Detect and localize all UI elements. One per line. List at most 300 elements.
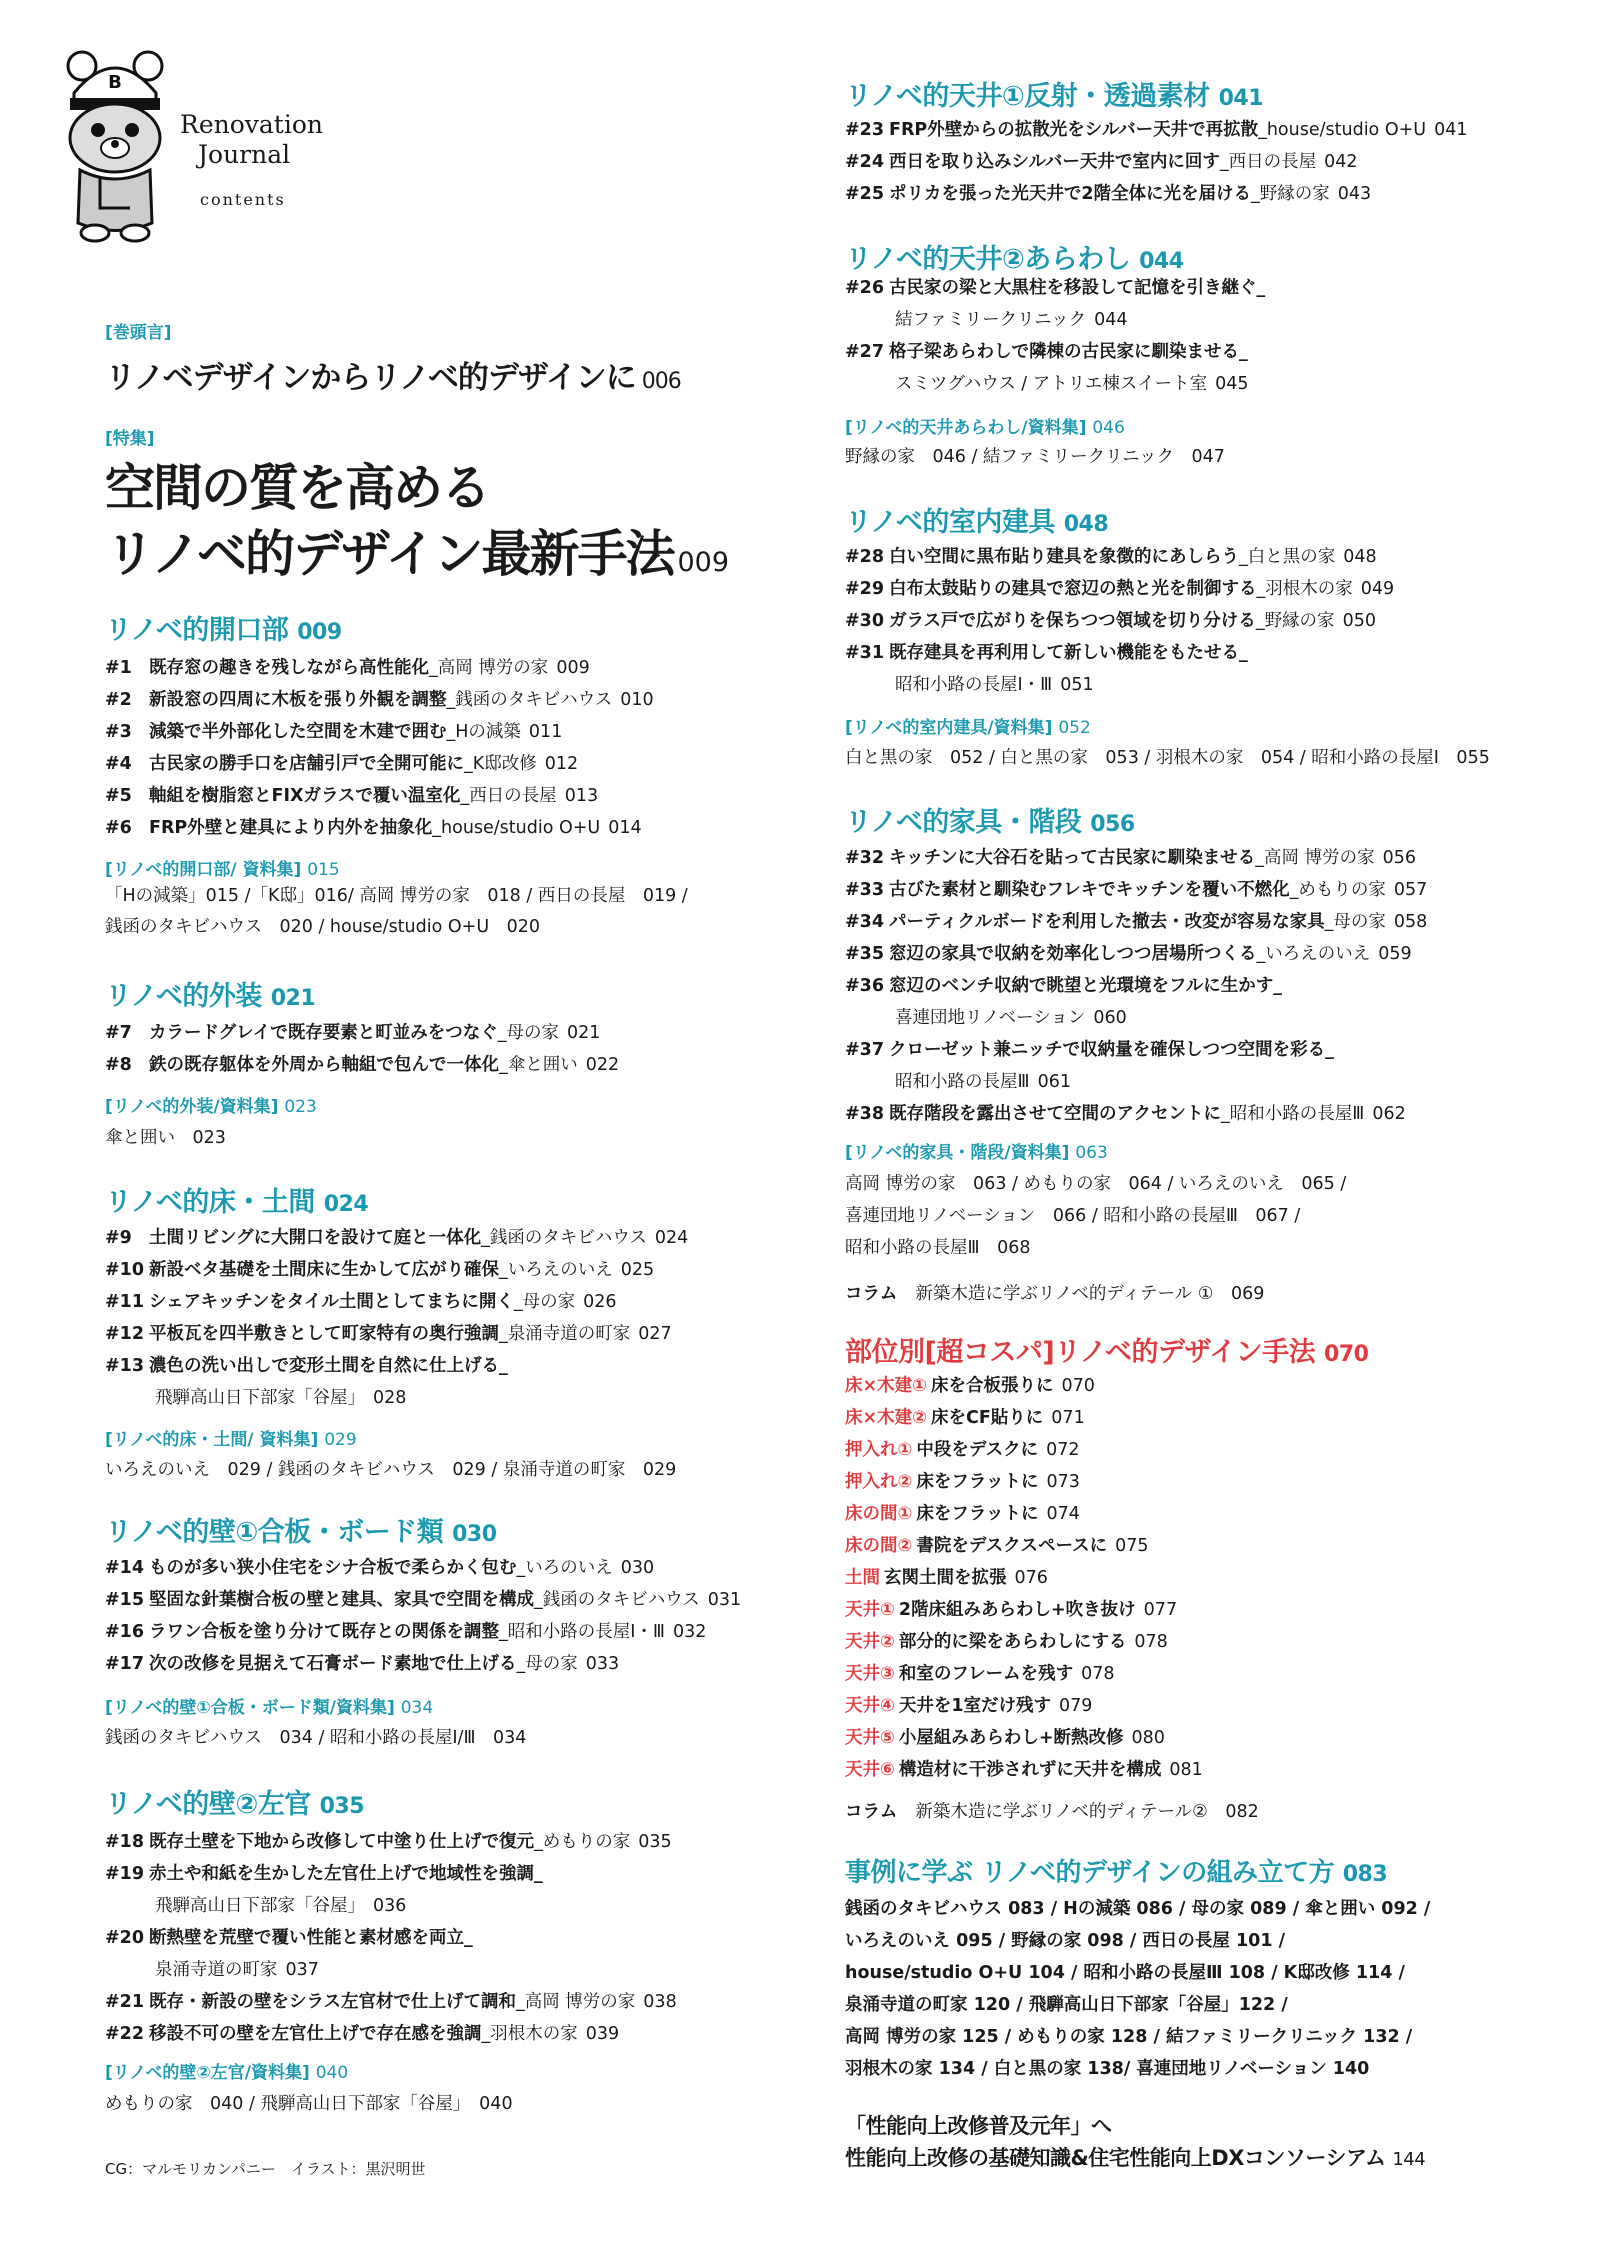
toc-entry[interactable] bbox=[845, 1034, 1565, 1066]
logo-brand-line2: Journal bbox=[198, 140, 291, 169]
column-page: 069 bbox=[1230, 1284, 1265, 1304]
entry-project: _母の家 bbox=[516, 1654, 578, 1674]
entry-project: 泉涌寺道の町家 bbox=[155, 1960, 278, 1980]
entry-title: 減築で半外部化した空間を木建で囲む bbox=[149, 722, 447, 742]
entry-number: #7 bbox=[105, 1023, 132, 1043]
entry-title: カラードグレイで既存要素と町並みをつなぐ bbox=[149, 1023, 498, 1043]
entry-project: _羽根木の家 bbox=[481, 2024, 578, 2044]
entry-number: #27 bbox=[845, 342, 885, 362]
cost-tag: 押入れ② bbox=[845, 1472, 913, 1492]
item-list bbox=[105, 652, 825, 844]
final-article[interactable] bbox=[845, 2110, 1425, 2176]
cost-entry[interactable] bbox=[845, 1722, 1565, 1754]
toc-entry[interactable] bbox=[105, 1648, 825, 1680]
entry-project: _めもりの家 bbox=[534, 1832, 631, 1852]
entry-title: 既存窓の趣きを残しながら高性能化 bbox=[149, 658, 429, 678]
section-title-text: 事例に学ぶ リノベ的デザインの組み立て方 bbox=[845, 1858, 1335, 1888]
toc-entry[interactable] bbox=[845, 541, 1565, 573]
entry-page: 009 bbox=[556, 658, 590, 678]
toc-entry[interactable] bbox=[845, 938, 1565, 970]
section-title-cost[interactable] bbox=[845, 1330, 1368, 1369]
entry-page: 011 bbox=[528, 722, 563, 742]
entry-title: 次の改修を見据えて石膏ボード素地で仕上げる bbox=[149, 1654, 517, 1674]
materials-title-text: [リノベ的壁②左官/資料集] bbox=[105, 2063, 310, 2083]
entry-project: _羽根木の家 bbox=[1256, 579, 1353, 599]
section-title-cases[interactable] bbox=[845, 1852, 1387, 1889]
section-title-text: リノベ的開口部 bbox=[105, 615, 289, 646]
cost-title: 床をフラットに bbox=[916, 1504, 1039, 1524]
cost-tag: 天井⑥ bbox=[845, 1760, 895, 1780]
section-title-ceiling-reflect[interactable] bbox=[845, 74, 1263, 113]
materials-title[interactable] bbox=[105, 2058, 348, 2083]
entry-number: #3 bbox=[105, 722, 132, 742]
section-page: 044 bbox=[1139, 249, 1184, 274]
cost-tag: 天井① bbox=[845, 1600, 895, 1620]
entry-project: _昭和小路の長屋Ⅲ bbox=[1220, 1104, 1365, 1124]
entry-number: #14 bbox=[105, 1558, 145, 1578]
entry-project: _傘と囲い bbox=[499, 1055, 578, 1075]
cost-page: 078 bbox=[1134, 1632, 1168, 1652]
cost-page: 076 bbox=[1014, 1568, 1048, 1588]
column-page: 082 bbox=[1225, 1802, 1259, 1822]
entry-number: #33 bbox=[845, 880, 885, 900]
materials-title[interactable] bbox=[105, 1425, 357, 1450]
toc-entry[interactable] bbox=[105, 1986, 825, 2018]
entry-page: 025 bbox=[620, 1260, 655, 1280]
toc-entry[interactable] bbox=[845, 336, 1565, 368]
materials-line: 白と黒の家 052 / 白と黒の家 053 / 羽根木の家 054 / 昭和小路の長屋Ⅰ 055 bbox=[845, 748, 1490, 768]
materials-line: 喜連団地リノベーション 066 / 昭和小路の長屋Ⅲ 067 / bbox=[845, 1206, 1301, 1226]
case-line: いろえのいえ 095 / 野縁の家 098 / 西日の長屋 101 / bbox=[845, 1931, 1286, 1951]
toc-entry[interactable] bbox=[845, 114, 1565, 146]
toc-entry[interactable] bbox=[105, 748, 825, 780]
section-title-text: 部位別[超コスパ]リノベ的デザイン手法 bbox=[845, 1337, 1316, 1368]
section-page: 009 bbox=[297, 620, 342, 645]
special-title-line1: 空間の質を高める bbox=[105, 459, 489, 517]
entry-number: #10 bbox=[105, 1260, 145, 1280]
entry-number: #16 bbox=[105, 1622, 145, 1642]
entry-number: #25 bbox=[845, 184, 885, 204]
entry-title: 窓辺のベンチ収納で眺望と光環境をフルに生かす_ bbox=[889, 976, 1283, 996]
cost-page: 081 bbox=[1169, 1760, 1203, 1780]
column-label: コラム bbox=[845, 1284, 898, 1304]
materials-title-text: [リノベ的床・土間/ 資料集] bbox=[105, 1430, 319, 1450]
lead-tag: [巻頭言] bbox=[105, 323, 172, 343]
toc-entry[interactable] bbox=[845, 842, 1565, 874]
entry-number: #9 bbox=[105, 1228, 132, 1248]
final-line2: 性能向上改修の基礎知識&住宅性能向上DXコンソーシアム bbox=[845, 2146, 1386, 2170]
toc-entry[interactable] bbox=[845, 304, 1565, 336]
entry-number: #17 bbox=[105, 1654, 145, 1674]
bear-mascot-icon bbox=[60, 38, 170, 248]
entry-page: 030 bbox=[620, 1558, 655, 1578]
credit-line: CG：マルモリカンパニー イラスト：黒沢明世 bbox=[105, 2160, 426, 2178]
cost-entry[interactable] bbox=[845, 1498, 1565, 1530]
entry-project: _野縁の家 bbox=[1251, 184, 1330, 204]
materials-title-text: [リノベ的外装/資料集] bbox=[105, 1097, 279, 1117]
materials-title[interactable] bbox=[105, 1092, 317, 1117]
toc-entry[interactable] bbox=[105, 652, 825, 684]
section-page: 048 bbox=[1063, 512, 1109, 537]
entry-title: 赤土や和紙を生かした左官仕上げで地域性を強調_ bbox=[149, 1864, 543, 1884]
toc-entry[interactable] bbox=[845, 874, 1565, 906]
materials-title-text: [リノベ的天井あらわし/資料集] bbox=[845, 418, 1087, 438]
entry-page: 022 bbox=[585, 1055, 620, 1075]
item-list bbox=[845, 272, 1565, 400]
entry-number: #5 bbox=[105, 786, 132, 806]
section-title-ceiling-exposed[interactable] bbox=[845, 237, 1184, 276]
entry-page: 014 bbox=[608, 818, 642, 838]
toc-entry[interactable] bbox=[845, 146, 1565, 178]
entry-project: _野縁の家 bbox=[1255, 611, 1335, 631]
toc-entry[interactable] bbox=[105, 1017, 825, 1049]
special-page: 009 bbox=[677, 547, 730, 578]
section-title-text: リノベ的室内建具 bbox=[845, 507, 1055, 538]
entry-project: _高岡 博労の家 bbox=[515, 1992, 636, 2012]
case-line: 泉涌寺道の町家 120 / 飛騨高山日下部家「谷屋」122 / bbox=[845, 1995, 1288, 2015]
cost-tag: 床の間② bbox=[845, 1536, 913, 1556]
toc-entry[interactable] bbox=[845, 573, 1565, 605]
materials-line: めもりの家 040 / 飛騨高山日下部家「谷屋」 040 bbox=[105, 2094, 513, 2114]
toc-entry[interactable] bbox=[105, 1922, 825, 1954]
case-line: 羽根木の家 134 / 白と黒の家 138/ 喜連団地リノベーション 140 bbox=[845, 2059, 1370, 2079]
entry-page: 056 bbox=[1382, 848, 1416, 868]
materials-title[interactable] bbox=[845, 1138, 1108, 1163]
toc-entry[interactable] bbox=[105, 1616, 825, 1648]
materials-page: 023 bbox=[284, 1097, 317, 1117]
toc-entry[interactable] bbox=[105, 2018, 825, 2050]
entry-number: #11 bbox=[105, 1292, 145, 1312]
entry-project: 飛騨高山日下部家「谷屋」 bbox=[155, 1896, 365, 1916]
materials-line: 昭和小路の長屋Ⅲ 068 bbox=[845, 1238, 1031, 1258]
entry-project: _泉涌寺道の町家 bbox=[499, 1324, 631, 1344]
materials-title-text: [リノベ的壁①合板・ボード類/資料集] bbox=[105, 1698, 395, 1718]
column-2[interactable] bbox=[845, 1798, 1259, 1823]
entry-number: #4 bbox=[105, 754, 132, 774]
entry-project: 喜連団地リノベーション bbox=[895, 1008, 1086, 1028]
entry-page: 024 bbox=[654, 1228, 689, 1248]
toc-entry[interactable] bbox=[105, 780, 825, 812]
case-line: 銭函のタキビハウス 083 / Hの減築 086 / 母の家 089 / 傘と囲い 092 / bbox=[845, 1899, 1431, 1919]
entry-project: _母の家 bbox=[497, 1023, 560, 1043]
entry-number: #26 bbox=[845, 278, 885, 298]
toc-entry[interactable] bbox=[845, 272, 1565, 304]
section-title-fittings[interactable] bbox=[845, 500, 1108, 539]
special-tag: [特集] bbox=[105, 429, 155, 449]
entry-number: #30 bbox=[845, 611, 885, 631]
materials-line: いろえのいえ 029 / 銭函のタキビハウス 029 / 泉涌寺道の町家 029 bbox=[105, 1460, 677, 1480]
entry-title: ポリカを張った光天井で2階全体に光を届ける bbox=[889, 184, 1252, 204]
materials-page: 046 bbox=[1092, 418, 1125, 438]
section-title-text: リノベ的外装 bbox=[105, 981, 262, 1012]
entry-number: #28 bbox=[845, 547, 885, 567]
toc-entry[interactable] bbox=[845, 605, 1565, 637]
cost-title: 中段をデスクに bbox=[916, 1440, 1039, 1460]
entry-project: _母の家 bbox=[513, 1292, 576, 1312]
entry-title: ものが多い狭小住宅をシナ合板で柔らかく包む bbox=[149, 1558, 517, 1578]
entry-title: 堅固な針葉樹合板の壁と建具、家具で空間を構成 bbox=[149, 1590, 534, 1610]
entry-page: 028 bbox=[373, 1388, 407, 1408]
toc-entry[interactable] bbox=[845, 970, 1565, 1002]
entry-title: クローゼット兼ニッチで収納量を確保しつつ空間を彩る_ bbox=[889, 1040, 1334, 1060]
toc-entry[interactable] bbox=[845, 1066, 1565, 1098]
entry-page: 048 bbox=[1343, 547, 1377, 567]
toc-entry[interactable] bbox=[105, 716, 825, 748]
entry-project: _いろえのいえ bbox=[1256, 944, 1371, 964]
toc-entry[interactable] bbox=[105, 1890, 825, 1922]
toc-entry[interactable] bbox=[105, 1254, 825, 1286]
entry-project: _めもりの家 bbox=[1289, 880, 1386, 900]
toc-entry[interactable] bbox=[105, 684, 825, 716]
entry-number: #21 bbox=[105, 1992, 145, 2012]
column-1[interactable] bbox=[845, 1280, 1264, 1305]
toc-entry[interactable] bbox=[845, 178, 1565, 210]
entry-number: #36 bbox=[845, 976, 885, 996]
entry-title: 格子梁あらわしで隣棟の古民家に馴染ませる_ bbox=[889, 342, 1248, 362]
section-title-text: リノベ的壁①合板・ボード類 bbox=[105, 1517, 444, 1548]
entry-project: 昭和小路の長屋Ⅰ・Ⅲ bbox=[895, 675, 1053, 695]
section-title-text: リノベ的壁②左官 bbox=[105, 1789, 311, 1820]
materials-title[interactable] bbox=[845, 713, 1091, 738]
cost-tag: 天井③ bbox=[845, 1664, 895, 1684]
entry-title: 軸組を樹脂窓とFIXガラスで覆い温室化 bbox=[149, 786, 461, 806]
entry-page: 049 bbox=[1360, 579, 1395, 599]
toc-entry[interactable] bbox=[845, 1098, 1565, 1130]
entry-number: #29 bbox=[845, 579, 885, 599]
cost-entry[interactable] bbox=[845, 1402, 1565, 1434]
toc-entry[interactable] bbox=[105, 1350, 825, 1382]
cost-page: 075 bbox=[1115, 1536, 1149, 1556]
entry-project: _銭函のタキビハウス bbox=[446, 690, 613, 710]
entry-page: 010 bbox=[620, 690, 654, 710]
entry-title: シェアキッチンをタイル土間としてまちに開く bbox=[149, 1292, 514, 1312]
entry-number: #24 bbox=[845, 152, 885, 172]
entry-number: #12 bbox=[105, 1324, 145, 1344]
entry-page: 041 bbox=[1434, 120, 1468, 140]
entry-number: #22 bbox=[105, 2024, 145, 2044]
entry-number: #34 bbox=[845, 912, 885, 932]
section-title-exterior[interactable] bbox=[105, 974, 315, 1013]
toc-entry[interactable] bbox=[845, 906, 1565, 938]
entry-title: 白い空間に黒布貼り建具を象徴的にあしらう bbox=[889, 547, 1239, 567]
cost-page: 079 bbox=[1059, 1696, 1093, 1716]
toc-entry[interactable] bbox=[105, 1954, 825, 1986]
cost-entry[interactable] bbox=[845, 1370, 1565, 1402]
entry-number: #31 bbox=[845, 643, 885, 663]
entry-title: 既存階段を露出させて空間のアクセントに bbox=[889, 1104, 1221, 1124]
section-title-wall-board[interactable] bbox=[105, 1510, 497, 1549]
section-title-opening[interactable] bbox=[105, 608, 342, 647]
section-page: 056 bbox=[1090, 812, 1135, 837]
entry-page: 043 bbox=[1337, 184, 1372, 204]
entry-project: 昭和小路の長屋Ⅲ bbox=[895, 1072, 1030, 1092]
entry-project: _銭函のタキビハウス bbox=[534, 1590, 700, 1610]
cost-entry[interactable] bbox=[845, 1434, 1565, 1466]
cost-entry[interactable] bbox=[845, 1658, 1565, 1690]
entry-title: 既存・新設の壁をシラス左官材で仕上げて調和 bbox=[149, 1992, 516, 2012]
materials-page: 029 bbox=[324, 1430, 357, 1450]
toc-entry[interactable] bbox=[845, 1002, 1565, 1034]
materials-line: 銭函のタキビハウス 020 / house/studio O+U 020 bbox=[105, 917, 541, 937]
section-page: 024 bbox=[323, 1192, 369, 1217]
cost-tag: 天井② bbox=[845, 1632, 895, 1652]
entry-page: 038 bbox=[643, 1992, 677, 2012]
svg-text:B: B bbox=[108, 72, 122, 93]
item-list bbox=[105, 1222, 825, 1414]
materials-line: 「Hの減築」015 /「K邸」016/ 高岡 博労の家 018 / 西日の長屋 019 / bbox=[105, 886, 688, 906]
section-title-wall-plaster[interactable] bbox=[105, 1782, 364, 1821]
entry-page: 061 bbox=[1037, 1072, 1071, 1092]
cost-title: 書院をデスクスペースに bbox=[916, 1536, 1108, 1556]
cost-title: 2階床組みあらわし+吹き抜け bbox=[898, 1600, 1136, 1620]
entry-number: #32 bbox=[845, 848, 885, 868]
toc-entry[interactable] bbox=[845, 368, 1565, 400]
toc-entry[interactable] bbox=[105, 1318, 825, 1350]
entry-project: _K邸改修 bbox=[464, 754, 537, 774]
item-list bbox=[845, 114, 1565, 210]
journal-logo bbox=[60, 38, 323, 248]
toc-entry[interactable] bbox=[105, 1049, 825, 1081]
entry-title: 既存建具を再利用して新しい機能をもたせる_ bbox=[889, 643, 1248, 663]
entry-page: 032 bbox=[672, 1622, 707, 1642]
entry-title: 濃色の洗い出しで変形土間を自然に仕上げる_ bbox=[149, 1356, 508, 1376]
section-page: 021 bbox=[270, 986, 316, 1011]
cost-title: 部分的に梁をあらわしにする bbox=[898, 1632, 1127, 1652]
entry-project: _西日の長屋 bbox=[1219, 152, 1317, 172]
entry-page: 012 bbox=[544, 754, 579, 774]
materials-page: 040 bbox=[315, 2063, 349, 2083]
materials-title-text: [リノベ的家具・階段/資料集] bbox=[845, 1143, 1070, 1163]
materials-title-text: [リノベ的開口部/ 資料集] bbox=[105, 860, 302, 880]
entry-page: 037 bbox=[285, 1960, 319, 1980]
toc-entry[interactable] bbox=[845, 637, 1565, 669]
materials-title[interactable] bbox=[105, 855, 340, 880]
logo-sub: contents bbox=[200, 190, 286, 209]
toc-entry[interactable] bbox=[105, 1858, 825, 1890]
cost-tag: 床×木建① bbox=[845, 1376, 927, 1396]
cost-entry[interactable] bbox=[845, 1754, 1565, 1786]
cost-page: 073 bbox=[1046, 1472, 1080, 1492]
column-text: 新築木造に学ぶリノベ的ディテール ① bbox=[915, 1284, 1214, 1304]
cost-entry[interactable] bbox=[845, 1530, 1565, 1562]
cost-title: 天井を1室だけ残す bbox=[898, 1696, 1052, 1716]
entry-number: #8 bbox=[105, 1055, 132, 1075]
cost-page: 080 bbox=[1131, 1728, 1165, 1748]
cost-title: 床を合板張りに bbox=[930, 1376, 1054, 1396]
toc-entry[interactable] bbox=[845, 669, 1565, 701]
materials-page: 015 bbox=[307, 860, 340, 880]
entry-page: 060 bbox=[1093, 1008, 1127, 1028]
cost-entry[interactable] bbox=[845, 1690, 1565, 1722]
case-line: 高岡 博労の家 125 / めもりの家 128 / 結ファミリークリニック 132 / bbox=[845, 2027, 1413, 2047]
materials-line: 高岡 博労の家 063 / めもりの家 064 / いろえのいえ 065 / bbox=[845, 1174, 1347, 1194]
entry-project: _母の家 bbox=[1324, 912, 1386, 932]
toc-entry[interactable] bbox=[105, 1552, 825, 1584]
cost-title: 床をCF貼りに bbox=[930, 1408, 1044, 1428]
entry-title: 平板瓦を四半敷きとして町家特有の奥行強調 bbox=[149, 1324, 499, 1344]
cost-title: 床をフラットに bbox=[916, 1472, 1039, 1492]
entry-number: #18 bbox=[105, 1832, 145, 1852]
entry-title: 西日を取り込みシルバー天井で室内に回す bbox=[889, 152, 1220, 172]
cost-entry[interactable] bbox=[845, 1466, 1565, 1498]
cost-entry[interactable] bbox=[845, 1562, 1565, 1594]
column-label: コラム bbox=[845, 1802, 898, 1822]
entry-page: 026 bbox=[583, 1292, 617, 1312]
section-title-text: リノベ的床・土間 bbox=[105, 1187, 315, 1218]
item-list bbox=[105, 1826, 825, 2050]
entry-project: 結ファミリークリニック bbox=[895, 310, 1087, 330]
item-list bbox=[845, 541, 1565, 701]
entry-title: 土間リビングに大開口を設けて庭と一体化 bbox=[149, 1228, 482, 1248]
entry-page: 035 bbox=[638, 1832, 672, 1852]
cost-entry[interactable] bbox=[845, 1594, 1565, 1626]
section-title-text: リノベ的天井①反射・透過素材 bbox=[845, 81, 1210, 112]
cost-title: 小屋組みあらわし+断熱改修 bbox=[898, 1728, 1124, 1748]
toc-entry[interactable] bbox=[105, 1382, 825, 1414]
entry-page: 044 bbox=[1094, 310, 1128, 330]
entry-title: パーティクルボードを利用した撤去・改変が容易な家具 bbox=[889, 912, 1325, 932]
toc-entry[interactable] bbox=[105, 1584, 825, 1616]
materials-title[interactable] bbox=[845, 413, 1125, 438]
toc-entry[interactable] bbox=[105, 812, 825, 844]
materials-page: 034 bbox=[400, 1698, 434, 1718]
entry-title: 移設不可の壁を左官仕上げで存在感を強調 bbox=[149, 2024, 482, 2044]
toc-entry[interactable] bbox=[105, 1222, 825, 1254]
entry-title: 既存土壁を下地から改修して中塗り仕上げで復元 bbox=[149, 1832, 534, 1852]
toc-entry[interactable] bbox=[105, 1826, 825, 1858]
materials-line: 傘と囲い 023 bbox=[105, 1128, 226, 1148]
cost-page: 077 bbox=[1143, 1600, 1178, 1620]
lead-page: 006 bbox=[641, 369, 681, 394]
entry-project: _昭和小路の長屋Ⅰ・Ⅲ bbox=[499, 1622, 665, 1642]
item-list bbox=[105, 1552, 825, 1680]
section-title-floor[interactable] bbox=[105, 1180, 368, 1219]
section-page: 035 bbox=[319, 1794, 365, 1819]
special-title-line2: リノベ的デザイン最新手法 bbox=[105, 525, 674, 583]
entry-title: ガラス戸で広がりを保ちつつ領域を切り分ける bbox=[889, 611, 1256, 631]
toc-entry[interactable] bbox=[105, 1286, 825, 1318]
cost-title: 和室のフレームを残す bbox=[898, 1664, 1074, 1684]
lead-title[interactable] bbox=[105, 352, 681, 397]
section-title-furniture[interactable] bbox=[845, 800, 1135, 839]
cost-tag: 押入れ① bbox=[845, 1440, 913, 1460]
materials-title[interactable] bbox=[105, 1693, 433, 1718]
special-title[interactable] bbox=[105, 455, 729, 596]
entry-number: #6 bbox=[105, 818, 132, 838]
entry-title: 古びた素材と馴染むフレキでキッチンを覆い不燃化 bbox=[889, 880, 1290, 900]
cost-title: 構造材に干渉されずに天井を構成 bbox=[898, 1760, 1162, 1780]
entry-project: _house/studio O+U bbox=[432, 818, 601, 838]
entry-project: _いろえのいえ bbox=[499, 1260, 613, 1280]
case-list bbox=[845, 1893, 1430, 2085]
entry-title: 新設ベタ基礎を土間床に生かして広がり確保 bbox=[149, 1260, 499, 1280]
entry-page: 059 bbox=[1378, 944, 1412, 964]
materials-page: 063 bbox=[1075, 1143, 1108, 1163]
entry-project: _高岡 博労の家 bbox=[429, 658, 549, 678]
entry-page: 033 bbox=[585, 1654, 620, 1674]
cost-page: 070 bbox=[1061, 1376, 1095, 1396]
cost-entry[interactable] bbox=[845, 1626, 1565, 1658]
cost-tag: 床×木建② bbox=[845, 1408, 927, 1428]
cost-tag: 天井④ bbox=[845, 1696, 895, 1716]
materials-line: 野縁の家 046 / 結ファミリークリニック 047 bbox=[845, 447, 1225, 467]
entry-number: #37 bbox=[845, 1040, 885, 1060]
cost-tag: 天井⑤ bbox=[845, 1728, 895, 1748]
cost-page: 071 bbox=[1051, 1408, 1085, 1428]
cost-page: 074 bbox=[1046, 1504, 1080, 1524]
entry-title: キッチンに大谷石を貼って古民家に馴染ませる bbox=[889, 848, 1256, 868]
entry-title: 新設窓の四周に木板を張り外観を調整 bbox=[149, 690, 447, 710]
